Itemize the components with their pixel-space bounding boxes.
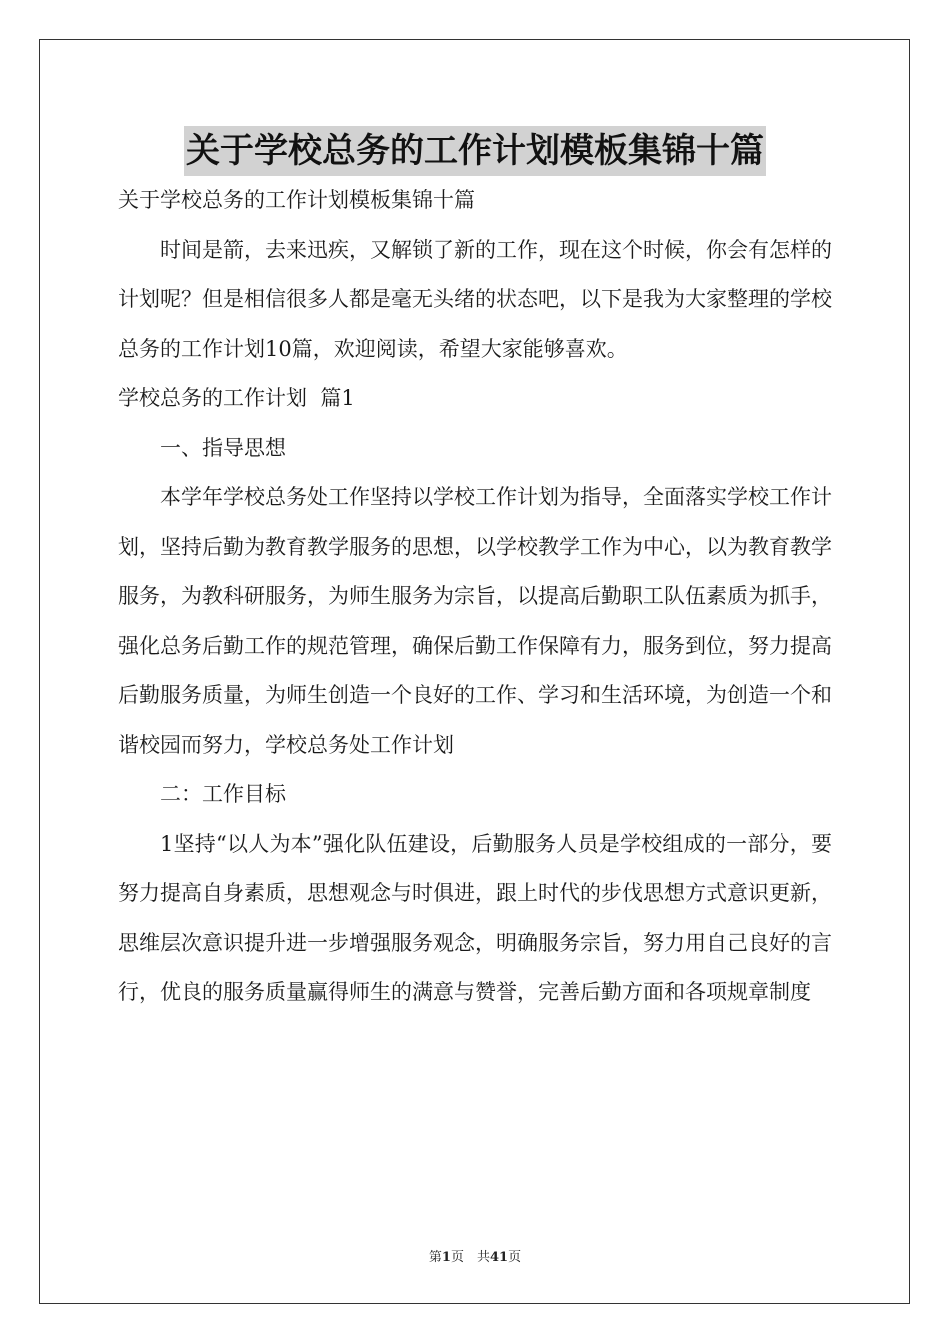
document-subtitle: 关于学校总务的工作计划模板集锦十篇	[118, 188, 475, 212]
paragraph-work-goals: 1坚持“以人为本”强化队伍建设，后勤服务人员是学校组成的一部分，要努力提高自身素质，思想观念与时俱进，跟上时代的步伐思想方式意识更新，思维层次意识提升进一步增强服务观念，明确服务宗旨，努力用自己良好的言行，优良的服务质量赢得师生的满意与赞誉，完善后勤方面和各项规章制度	[118, 831, 832, 1004]
intro-paragraph: 时间是箭，去来迅疾，又解锁了新的工作，现在这个时候，你会有怎样的计划呢？但是相信很多人都是毫无头绪的状态吧，以下是我为大家整理的学校总务的工作计划10篇，欢迎阅读，希望大家能够喜欢。	[118, 237, 832, 361]
document-title	[0, 126, 950, 176]
page-total: 41	[489, 1250, 509, 1265]
section-heading: 学校总务的工作计划 篇1	[118, 386, 355, 410]
heading-guiding-ideology: 一、指导思想	[160, 435, 286, 460]
page-mid: 页 共	[450, 1250, 490, 1265]
document-title-text: 关于学校总务的工作计划模板集锦十篇	[184, 126, 766, 176]
document-body	[118, 176, 832, 1018]
page-current: 1	[441, 1250, 451, 1265]
page-footer	[0, 1246, 950, 1265]
page-prefix: 第	[428, 1250, 442, 1265]
paragraph-guiding-ideology: 本学年学校总务处工作坚持以学校工作计划为指导，全面落实学校工作计划，坚持后勤为教育教学服务的思想，以学校教学工作为中心，以为教育教学服务，为教科研服务，为师生服务为宗旨，以提高后勤职工队伍素质为抓手，强化总务后勤工作的规范管理，确保后勤工作保障有力，服务到位，努力提高后勤服务质量，为师生创造一个良好的工作、学习和生活环境，为创造一个和谐校园而努力，学校总务处工作计划	[118, 485, 832, 757]
page-suffix: 页	[508, 1250, 522, 1265]
heading-work-goals: 二：工作目标	[160, 782, 286, 806]
